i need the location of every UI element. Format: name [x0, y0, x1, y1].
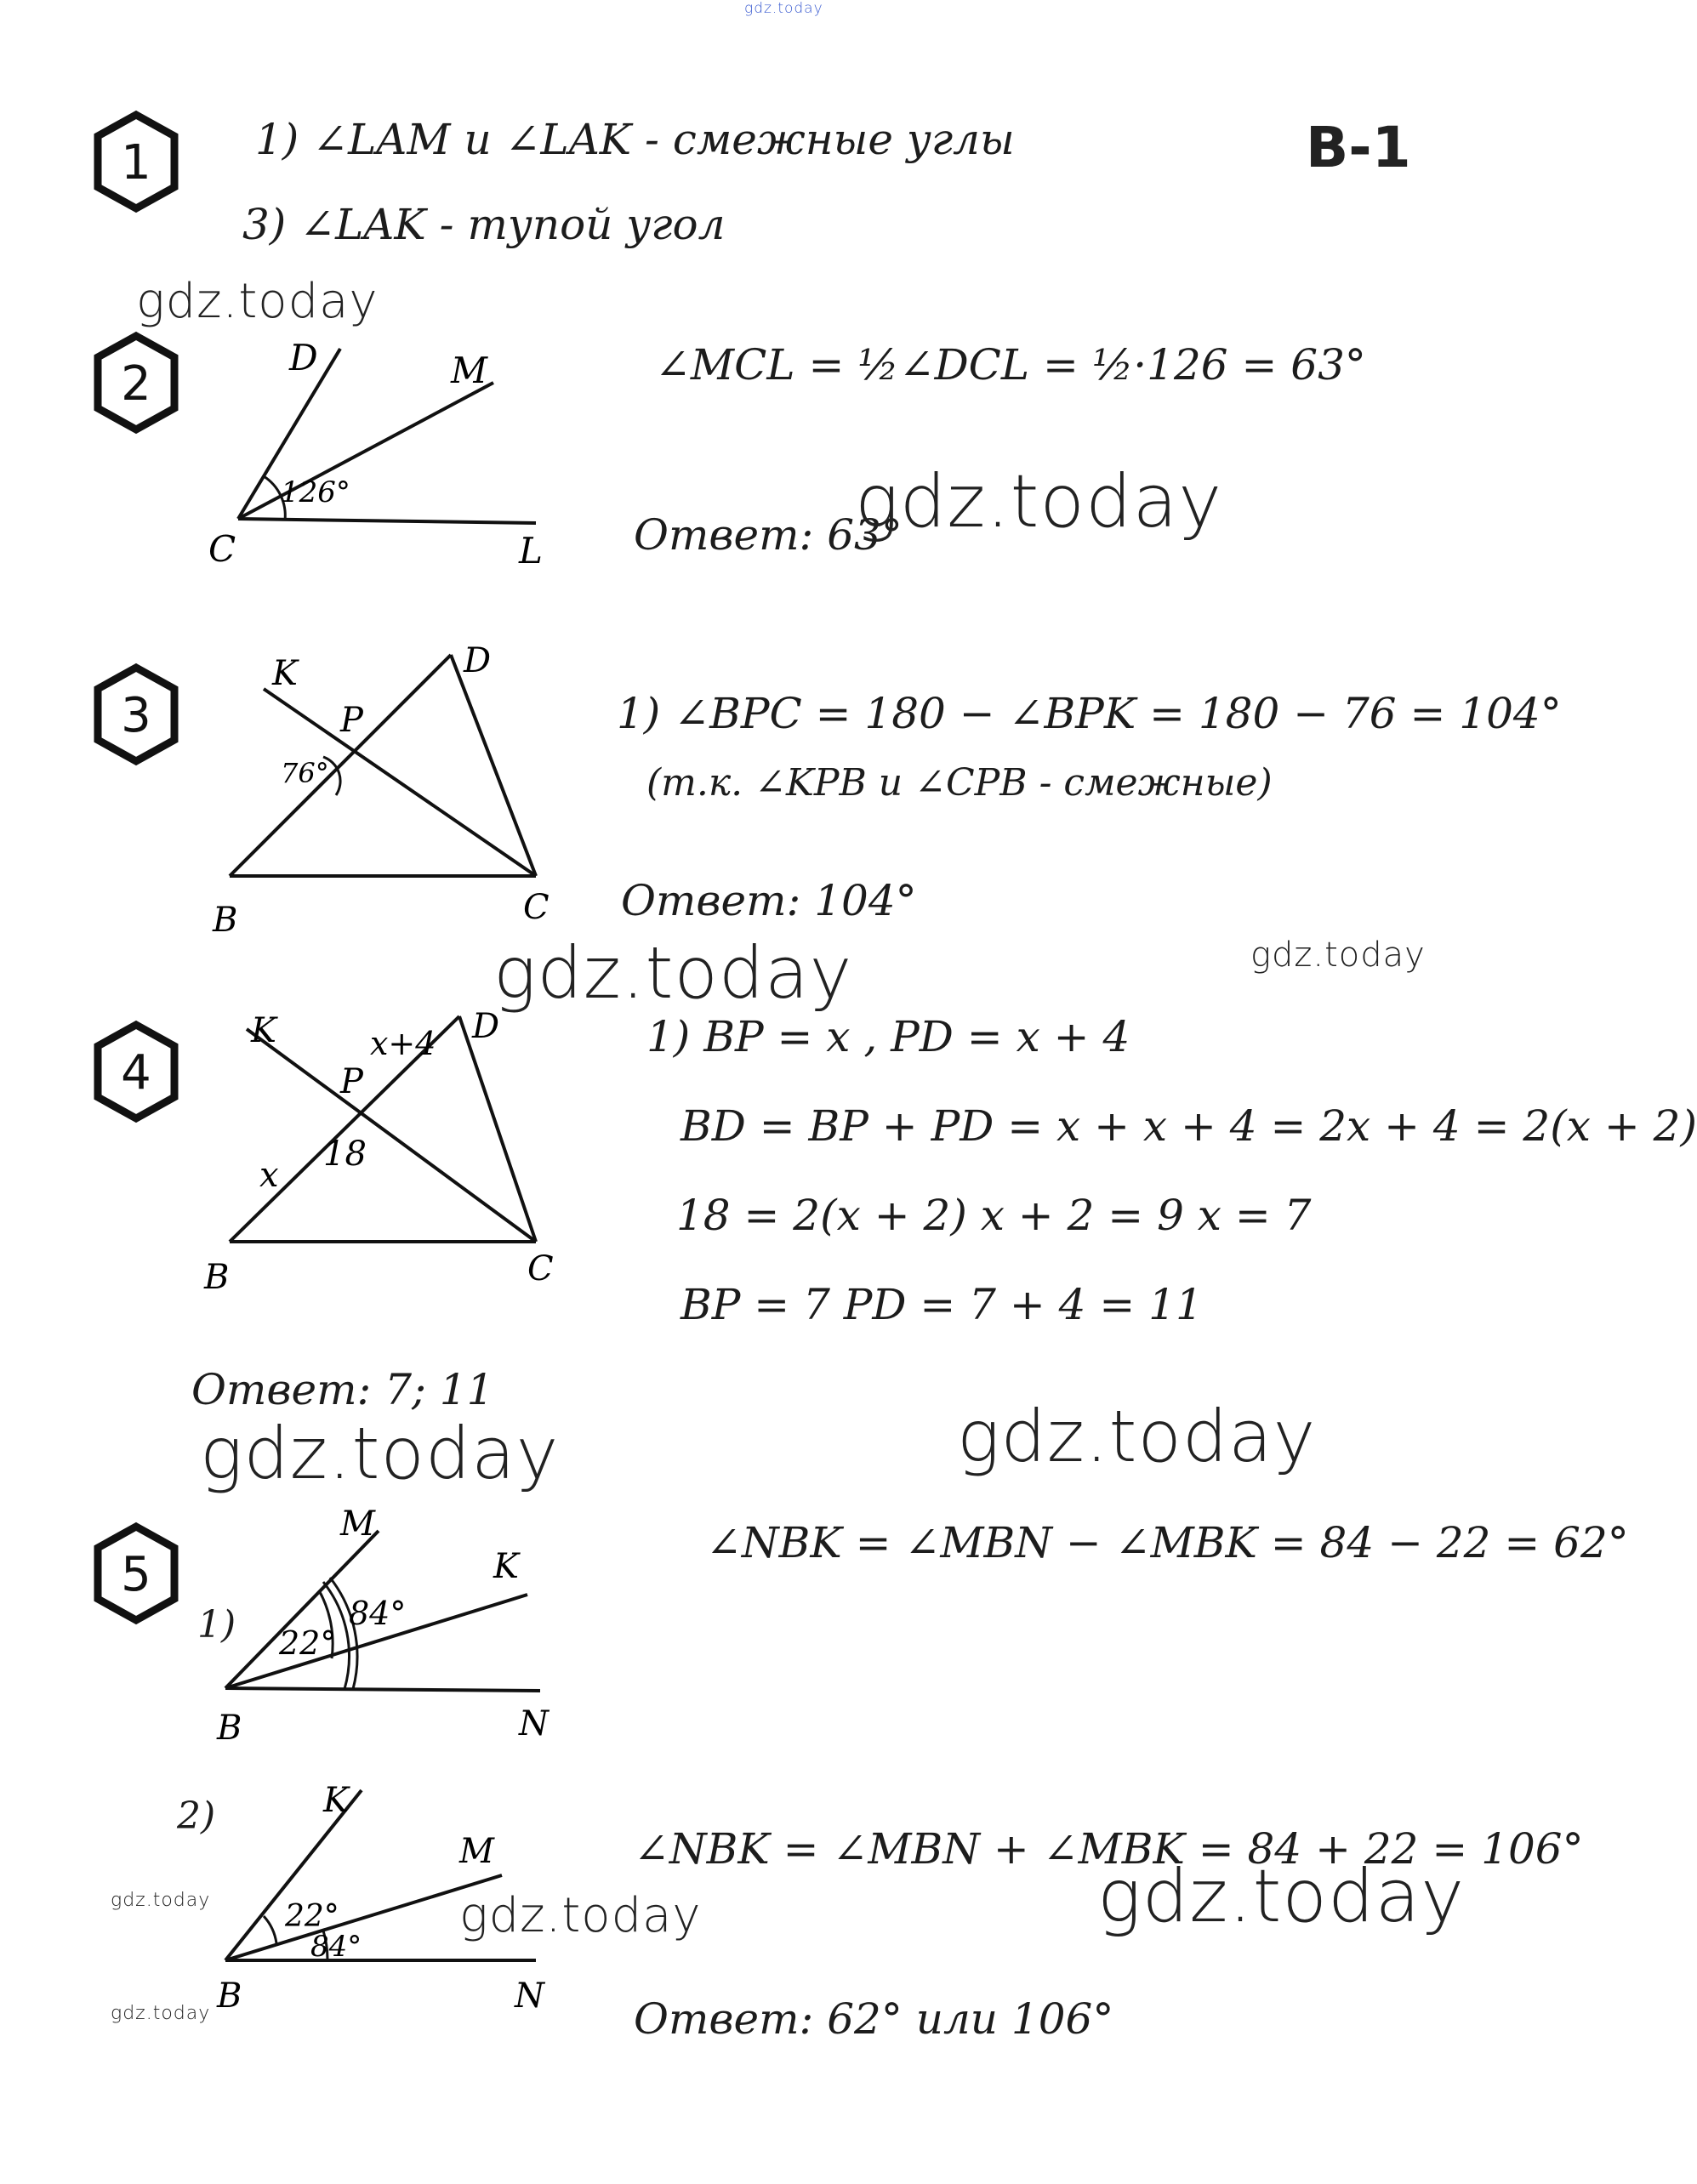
task-2-figure [196, 332, 553, 570]
label-l: L [519, 530, 543, 572]
task-4-line-4: BP = 7 PD = 7 + 4 = 11 [681, 1280, 1203, 1329]
watermark-2: gdz.today [855, 459, 1223, 544]
label-m: M [451, 350, 488, 391]
label-p: P [340, 1062, 363, 1101]
label-k: K [272, 654, 298, 693]
task-5-answer: Ответ: 62° или 106° [634, 1994, 1114, 2044]
label-b: B [217, 1709, 242, 1748]
task-3-answer: Ответ: 104° [621, 876, 917, 925]
watermark-4: gdz.today [1250, 936, 1426, 975]
side-bd [230, 655, 451, 876]
task-5-number: 5 [121, 1547, 151, 1602]
watermark-3: gdz.today [493, 931, 853, 1015]
task-3-number-badge [89, 663, 183, 765]
label-b: B [204, 1258, 230, 1297]
task-3-number: 3 [121, 688, 151, 743]
task-4-line-1: 1) BP = x , PD = x + 4 [646, 1012, 1130, 1061]
task-5-case-2-solution: ∠NBK = ∠MBN + ∠MBK = 84 + 22 = 106° [634, 1824, 1584, 1874]
label-18: 18 [323, 1135, 367, 1174]
watermark-8: gdz.today [459, 1888, 702, 1943]
task-1-number-badge [89, 111, 183, 213]
ray-bn [225, 1688, 540, 1691]
label-d: D [464, 641, 492, 680]
watermark-7: gdz.today [111, 1890, 211, 1911]
label-p: P [340, 701, 363, 740]
label-b: B [217, 1976, 242, 2016]
task-5-number-badge [89, 1522, 183, 1624]
watermark-10: gdz.today [111, 2003, 211, 2024]
task-3-figure [204, 641, 561, 953]
label-n: N [515, 1976, 544, 2016]
label-84: 84° [349, 1595, 407, 1632]
label-d: D [289, 337, 318, 378]
watermark-9: gdz.today [1097, 1854, 1466, 1939]
label-84: 84° [310, 1930, 362, 1964]
task-1-line-2: 3) ∠LAK - тупой угол [242, 200, 726, 249]
label-angle: 126° [281, 475, 350, 509]
task-2-number: 2 [121, 356, 151, 412]
task-3-line-2: (т.к. ∠KPB и ∠CPB - смежные) [646, 761, 1273, 805]
task-4-number-badge [89, 1021, 183, 1123]
label-x: x [259, 1156, 279, 1195]
task-4-line-3: 18 = 2(x + 2) x + 2 = 9 x = 7 [676, 1191, 1312, 1240]
watermark-6: gdz.today [957, 1395, 1317, 1478]
task-5-case-1-solution: ∠NBK = ∠MBN − ∠MBK = 84 − 22 = 62° [706, 1518, 1629, 1567]
label-c: C [208, 528, 236, 570]
variant-label: В-1 [1306, 115, 1411, 180]
side-dc [451, 655, 536, 876]
header-site-mark: gdz.today [744, 0, 823, 17]
task-1-line-1: 1) ∠LAM и ∠LAK - смежные углы [255, 115, 1015, 164]
ray-cm [238, 383, 493, 519]
label-c: C [523, 888, 550, 927]
task-2-number-badge [89, 332, 183, 434]
label-b: B [213, 901, 238, 940]
side-dc [459, 1016, 536, 1242]
ray-cl [238, 519, 536, 523]
label-22: 22° [285, 1899, 339, 1934]
task-4-line-2: BD = BP + PD = x + x + 4 = 2x + 4 = 2(x + 2) [681, 1101, 1697, 1151]
label-angle: 76° [281, 757, 329, 789]
label-22: 22° [279, 1624, 337, 1662]
label-c: C [527, 1249, 554, 1288]
label-k: K [493, 1547, 519, 1586]
label-m: M [340, 1504, 375, 1544]
task-4-answer: Ответ: 7; 11 [191, 1365, 494, 1414]
label-n: N [519, 1704, 549, 1743]
task-1-number: 1 [121, 135, 151, 191]
watermark-5: gdz.today [200, 1412, 560, 1495]
label-d: D [472, 1007, 500, 1046]
task-5-case-1-marker: 1) [197, 1603, 236, 1647]
task-4-number: 4 [121, 1045, 151, 1101]
task-2-solution: ∠MCL = ½∠DCL = ½·126 = 63° [655, 340, 1366, 390]
label-m: M [459, 1832, 494, 1871]
task-5-case-2-marker: 2) [177, 1794, 216, 1838]
task-4-figure [204, 1004, 561, 1297]
task-5-case-1-figure [204, 1505, 561, 1752]
watermark-1: gdz.today [136, 274, 379, 329]
label-k: K [251, 1011, 276, 1050]
label-k: K [323, 1781, 349, 1820]
task-2-answer: Ответ: 63° [634, 510, 903, 560]
label-px: x+4 [370, 1025, 436, 1062]
arc-22 [264, 1916, 276, 1943]
task-3-line-1: 1) ∠BPC = 180 − ∠BPK = 180 − 76 = 104° [617, 689, 1562, 738]
